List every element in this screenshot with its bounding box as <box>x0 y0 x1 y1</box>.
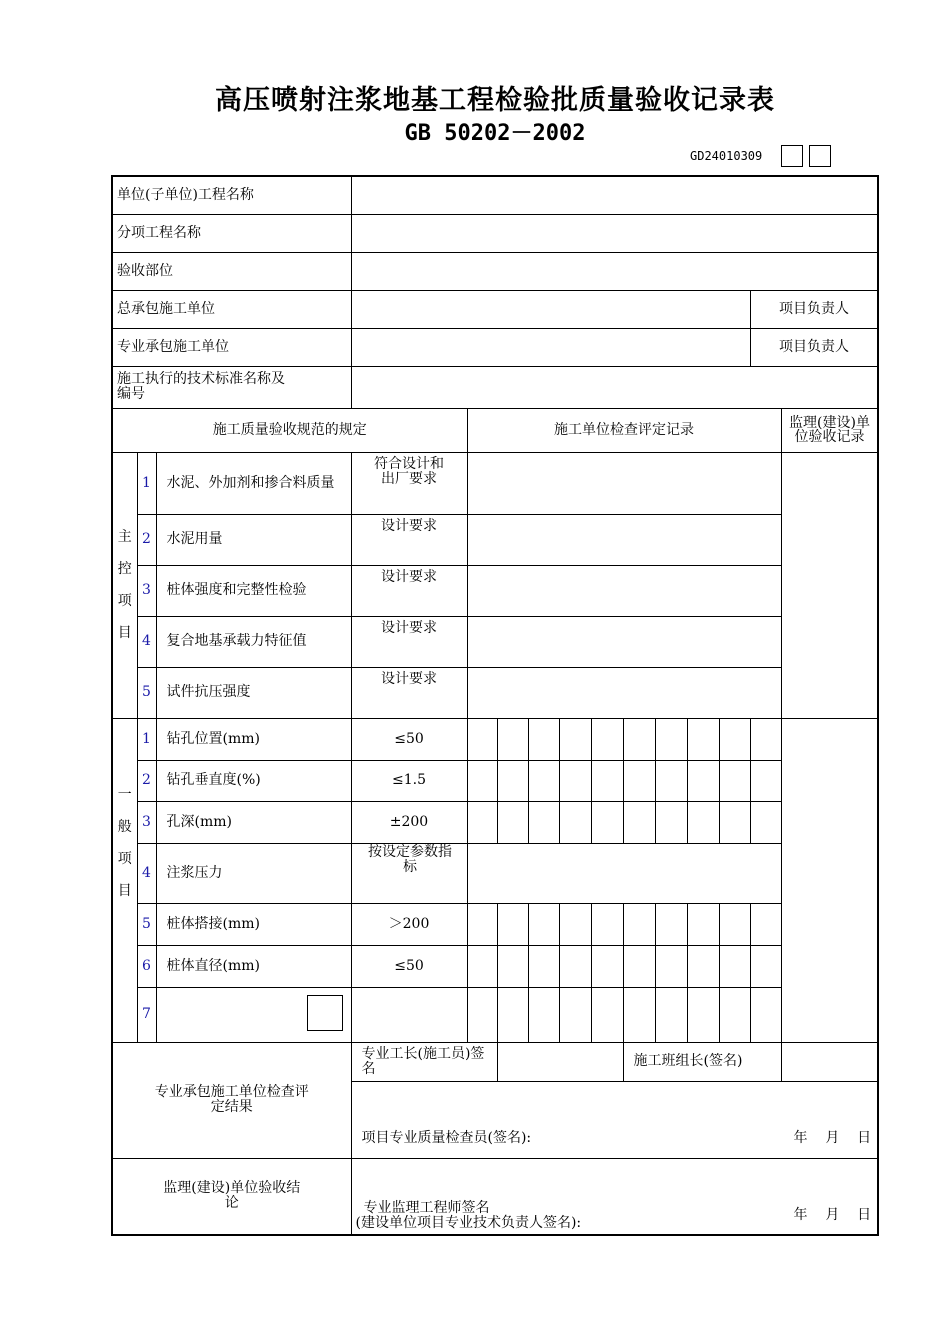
measure-cell[interactable] <box>655 760 687 801</box>
measure-cell[interactable] <box>528 945 559 987</box>
item-requirement: ≤50 <box>351 718 467 760</box>
main-item-row <box>112 514 878 565</box>
measure-cell[interactable] <box>719 801 750 843</box>
measure-cell[interactable] <box>623 760 655 801</box>
item-check-record[interactable] <box>467 616 781 667</box>
date-day: 日 <box>857 1207 872 1223</box>
label-project-manager: 项目负责人 <box>750 290 878 328</box>
item-check-record[interactable] <box>467 514 781 565</box>
measure-cell[interactable] <box>655 718 687 760</box>
measure-cell[interactable] <box>750 801 781 843</box>
item-name: 试件抗压强度 <box>156 667 351 718</box>
qc-date <box>794 1131 872 1146</box>
item-number: 5 <box>137 903 156 945</box>
general-item-row <box>112 903 878 945</box>
measure-cell[interactable] <box>750 760 781 801</box>
measure-cell[interactable] <box>750 718 781 760</box>
item-name: 孔深(mm) <box>156 801 351 843</box>
measure-cell[interactable] <box>559 903 591 945</box>
row-foreman-sign <box>112 1042 878 1081</box>
item-number: 4 <box>137 843 156 903</box>
measure-cell[interactable] <box>467 903 497 945</box>
owner-sign-label: (建设单位项目专业技术负责人签名): <box>355 1215 582 1231</box>
date-month: 月 <box>825 1207 840 1223</box>
item-name: 水泥、外加剂和掺合料质量 <box>156 452 351 514</box>
date-day: 日 <box>857 1129 872 1146</box>
item-name: 注浆压力 <box>156 843 351 903</box>
date-year: 年 <box>793 1129 808 1146</box>
main-control-char: 主 <box>117 529 132 545</box>
item-check-record[interactable] <box>467 843 781 903</box>
measure-cell[interactable] <box>467 760 497 801</box>
qc-inspector-label: 项目专业质量检查员(签名): <box>361 1129 532 1146</box>
item-requirement: ＞200 <box>351 903 467 945</box>
general-char: 目 <box>117 882 132 899</box>
measure-cell[interactable] <box>559 760 591 801</box>
measure-cell[interactable] <box>559 945 591 987</box>
measure-cell[interactable] <box>559 987 591 1042</box>
supervision-conclusion-label: 监理(建设)单位验收结论 <box>112 1158 351 1235</box>
field-unit-project[interactable] <box>351 176 878 214</box>
measure-cell[interactable] <box>497 945 528 987</box>
label-project-manager-2: 项目负责人 <box>750 328 878 366</box>
label-unit-project: 单位(子单位)工程名称 <box>112 176 351 214</box>
engineer-sign-label: 专业监理工程师签名 <box>363 1200 490 1216</box>
measure-cell[interactable] <box>528 718 559 760</box>
item-name: 桩体直径(mm) <box>156 945 351 987</box>
general-label <box>112 718 137 1042</box>
checkbox-square[interactable] <box>307 995 343 1031</box>
general-supervision-record[interactable] <box>781 718 878 1042</box>
row-sub-project <box>112 214 878 252</box>
item-requirement: 符合设计和出厂要求 <box>351 452 467 514</box>
item-requirement: 按设定参数指标 <box>351 843 467 903</box>
supervision-sign-cell[interactable] <box>351 1158 878 1235</box>
general-char: 般 <box>117 818 132 835</box>
general-item-row <box>112 718 878 760</box>
item-name: 水泥用量 <box>156 514 351 565</box>
row-standard-name <box>112 366 878 408</box>
item-requirement: 设计要求 <box>351 514 467 565</box>
field-standard-name[interactable] <box>351 366 878 408</box>
measure-cell[interactable] <box>719 760 750 801</box>
main-control-char: 目 <box>117 625 132 641</box>
general-char: 一 <box>117 786 132 803</box>
general-char: 项 <box>117 850 132 867</box>
item-number: 2 <box>137 514 156 565</box>
item-number: 3 <box>137 565 156 616</box>
measure-cell[interactable] <box>497 760 528 801</box>
main-control-label <box>112 452 137 718</box>
measure-cell[interactable] <box>655 801 687 843</box>
item-number: 3 <box>137 801 156 843</box>
measure-cell[interactable] <box>591 760 623 801</box>
item-name: 钻孔垂直度(%) <box>156 760 351 801</box>
item-number: 1 <box>137 718 156 760</box>
form-code: GD24010309 <box>690 149 763 163</box>
standard-number: GB 50202－2002 <box>404 121 586 146</box>
main-item-row <box>112 616 878 667</box>
item-number: 4 <box>137 616 156 667</box>
measure-cell[interactable] <box>591 987 623 1042</box>
item-requirement: 设计要求 <box>351 616 467 667</box>
main-supervision-record[interactable] <box>781 452 878 718</box>
item-requirement: ≤1.5 <box>351 760 467 801</box>
item-name: 钻孔位置(mm) <box>156 718 351 760</box>
measure-cell[interactable] <box>467 945 497 987</box>
measure-cell[interactable] <box>687 903 719 945</box>
item-number: 7 <box>137 987 156 1042</box>
main-item-row <box>112 667 878 718</box>
main-item-row <box>112 452 878 514</box>
measure-cell[interactable] <box>655 945 687 987</box>
label-sub-project: 分项工程名称 <box>112 214 351 252</box>
acceptance-form-table <box>111 175 879 1236</box>
measure-cell[interactable] <box>559 718 591 760</box>
measure-cell[interactable] <box>687 987 719 1042</box>
general-item-row <box>112 945 878 987</box>
measure-cell[interactable] <box>467 801 497 843</box>
label-acceptance-part: 验收部位 <box>112 252 351 290</box>
field-general-contractor[interactable] <box>351 290 750 328</box>
measure-cell[interactable] <box>623 903 655 945</box>
item-number: 6 <box>137 945 156 987</box>
measure-cell[interactable] <box>528 801 559 843</box>
main-item-row <box>112 565 878 616</box>
label-general-contractor: 总承包施工单位 <box>112 290 351 328</box>
measure-cell[interactable] <box>528 987 559 1042</box>
measure-cell[interactable] <box>497 801 528 843</box>
item-check-record[interactable] <box>467 565 781 616</box>
foreman-sign-label: 专业工长(施工员)签名 <box>351 1042 497 1081</box>
item-requirement: ≤50 <box>351 945 467 987</box>
measure-cell[interactable] <box>687 801 719 843</box>
row-supervision-conclusion <box>112 1158 878 1235</box>
label-specialty-contractor: 专业承包施工单位 <box>112 328 351 366</box>
item-name: 桩体强度和完整性检验 <box>156 565 351 616</box>
general-item-row <box>112 801 878 843</box>
field-sub-project[interactable] <box>351 214 878 252</box>
measure-cell[interactable] <box>591 718 623 760</box>
row-column-headers <box>112 408 878 452</box>
item-requirement: ±200 <box>351 801 467 843</box>
item-number: 5 <box>137 667 156 718</box>
date-year: 年 <box>793 1207 808 1223</box>
measure-cell[interactable] <box>719 945 750 987</box>
supervision-date <box>794 1208 872 1223</box>
measure-cell[interactable] <box>528 903 559 945</box>
item-check-record[interactable] <box>467 452 781 514</box>
measure-cell[interactable] <box>750 945 781 987</box>
item-name[interactable] <box>156 987 351 1042</box>
form-title: 高压喷射注浆地基工程检验批质量验收记录表 <box>215 85 775 116</box>
foreman-sign-field[interactable] <box>497 1042 623 1081</box>
row-unit-project <box>112 176 878 214</box>
measure-cell[interactable] <box>750 903 781 945</box>
measure-cell[interactable] <box>687 945 719 987</box>
item-requirement <box>351 987 467 1042</box>
general-item-row <box>112 760 878 801</box>
row-specialty-contractor <box>112 328 878 366</box>
measure-cell[interactable] <box>591 945 623 987</box>
measure-cell[interactable] <box>591 801 623 843</box>
measure-cell[interactable] <box>750 987 781 1042</box>
measure-cell[interactable] <box>719 903 750 945</box>
header-check-record: 施工单位检查评定记录 <box>467 408 781 452</box>
item-number: 2 <box>137 760 156 801</box>
general-item-row <box>112 987 878 1042</box>
measure-cell[interactable] <box>655 987 687 1042</box>
qc-inspector-cell[interactable] <box>351 1081 878 1158</box>
measure-cell[interactable] <box>655 903 687 945</box>
header-spec: 施工质量验收规范的规定 <box>112 408 467 452</box>
main-control-char: 项 <box>117 593 132 609</box>
item-number: 1 <box>137 452 156 514</box>
measure-cell[interactable] <box>719 718 750 760</box>
measure-cell[interactable] <box>467 718 497 760</box>
measure-cell[interactable] <box>623 801 655 843</box>
measure-cell[interactable] <box>687 718 719 760</box>
code-box-1[interactable] <box>781 145 803 167</box>
team-leader-sign-label: 施工班组长(签名) <box>623 1042 781 1081</box>
measure-cell[interactable] <box>497 718 528 760</box>
item-requirement: 设计要求 <box>351 565 467 616</box>
label-standard-name: 施工执行的技术标准名称及编号 <box>112 366 351 408</box>
field-specialty-contractor[interactable] <box>351 328 750 366</box>
measure-cell[interactable] <box>497 987 528 1042</box>
row-acceptance-part <box>112 252 878 290</box>
measure-cell[interactable] <box>719 987 750 1042</box>
measure-cell[interactable] <box>687 760 719 801</box>
measure-cell[interactable] <box>497 903 528 945</box>
team-leader-sign-field[interactable] <box>781 1042 878 1081</box>
measure-cell[interactable] <box>591 903 623 945</box>
item-name: 桩体搭接(mm) <box>156 903 351 945</box>
item-check-record[interactable] <box>467 667 781 718</box>
contractor-result-label: 专业承包施工单位检查评定结果 <box>112 1042 351 1158</box>
measure-cell[interactable] <box>528 760 559 801</box>
measure-cell[interactable] <box>559 801 591 843</box>
general-item-row <box>112 843 878 903</box>
measure-cell[interactable] <box>623 945 655 987</box>
measure-cell[interactable] <box>623 718 655 760</box>
measure-cell[interactable] <box>623 987 655 1042</box>
main-control-char: 控 <box>117 561 132 577</box>
code-box-2[interactable] <box>809 145 831 167</box>
item-name: 复合地基承载力特征值 <box>156 616 351 667</box>
header-supervision: 监理(建设)单位验收记录 <box>781 408 878 452</box>
field-acceptance-part[interactable] <box>351 252 878 290</box>
item-requirement: 设计要求 <box>351 667 467 718</box>
measure-cell[interactable] <box>467 987 497 1042</box>
date-month: 月 <box>825 1129 840 1146</box>
row-general-contractor <box>112 290 878 328</box>
